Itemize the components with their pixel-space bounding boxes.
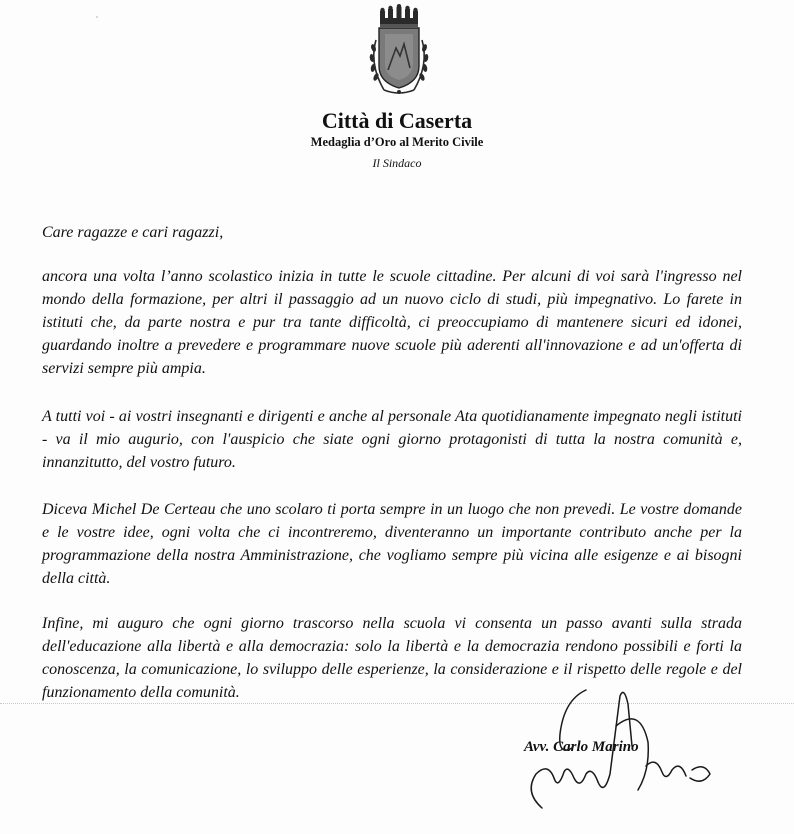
letter-paragraph-4: Infine, mi auguro che ogni giorno trascorso nella scuola vi consenta un passo avanti sulla strada dell'educazione alla libertà e alla democrazia: solo la libertà e la democrazia rendono possibili e forti la conoscenza, la comunicazione, lo sviluppo delle esperienze, la considerazione e il rispetto delle regole e del funzionamento della comunità.: [42, 615, 742, 701]
scan-speck: [96, 16, 98, 18]
coat-of-arms-icon: [366, 4, 432, 100]
signatory-name: Avv. Carlo Marino: [524, 739, 639, 755]
letter-paragraph-1: ancora una volta l’anno scolastico inizia in tutte le scuole cittadine. Per alcuni di voi sarà l'ingresso nel mondo della formazione, per altri il passaggio ad un nuovo ciclo di studi, più impegnativo. Lo farete in istituti che, da parte nostra e pur tra tante difficoltà, ci preoccupiamo di mantenere sicuri ed idonei, guardando inoltre a prevedere e programmare nuove scuole più aderenti all'innovazione e ad un'offerta di servizi sempre più ampia.: [42, 268, 742, 377]
handwritten-signature-icon: [520, 686, 720, 821]
city-name: Città di Caserta: [321, 108, 473, 133]
letter-greeting: Care ragazze e cari ragazzi,: [42, 224, 224, 241]
mayor-title: Il Sindaco: [372, 156, 422, 170]
letter-paragraph-3: Diceva Michel De Certeau che uno scolaro ti porta sempre in un luogo che non prevedi. Le vostre domande e le vostre idee, ogni volta che ci incontreremo, diventeranno un importante contributo anche per la programmazione della nostra Amministrazione, che vogliamo sempre più vicina alle esigenze e ai bisogni della città.: [42, 501, 742, 587]
medal-subtitle: Medaglia d’Oro al Merito Civile: [310, 135, 484, 149]
letter-paragraph-2: A tutti voi - ai vostri insegnanti e dirigenti e anche al personale Ata quotidianamente impegnato negli istituti - va il mio augurio, con l'auspicio che siate ogni giorno protagonisti di tutta la nostra comunità e, innanzitutto, del vostro futuro.: [42, 408, 742, 471]
